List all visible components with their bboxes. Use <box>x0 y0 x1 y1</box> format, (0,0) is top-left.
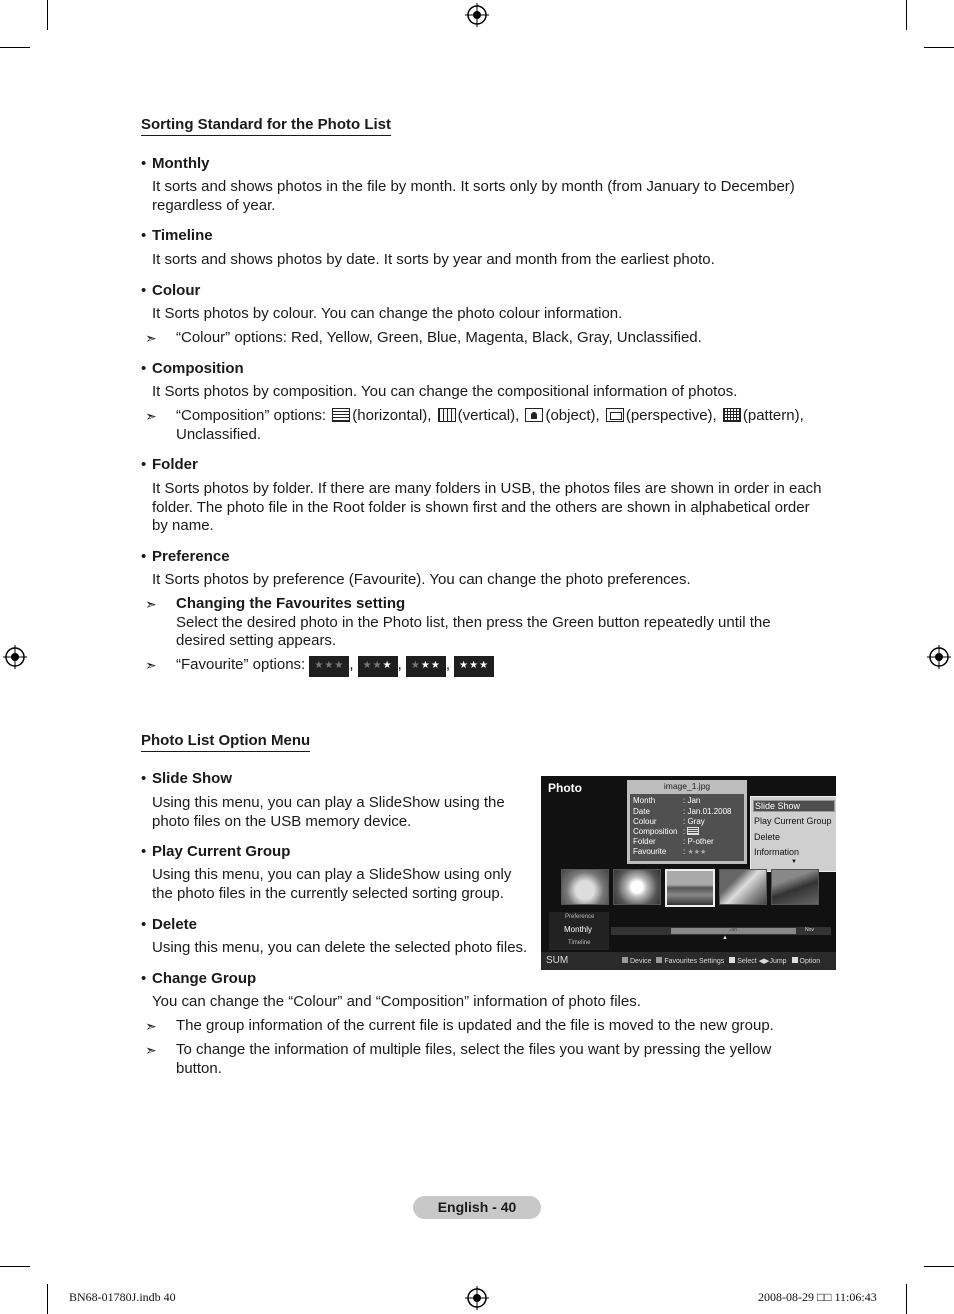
item-text-colour: It Sorts photos by colour. You can change the photo colour information. <box>152 305 623 322</box>
section-title-sorting: Sorting Standard for the Photo List <box>141 116 391 136</box>
arrow-icon: ➣ <box>145 596 157 612</box>
photo-thumbnail[interactable] <box>771 869 819 905</box>
arrow-icon: ➣ <box>145 1042 157 1058</box>
info-row: Month : Jan <box>633 796 701 805</box>
menu-item-slide-show[interactable]: Slide Show <box>753 800 835 812</box>
favourite-1-star-icon: ★★★ <box>358 656 398 677</box>
photo-list-screen <box>541 776 836 970</box>
item-title-folder: • Folder <box>141 456 198 473</box>
red-button-icon <box>622 957 628 963</box>
sort-next: Timeline <box>568 940 591 946</box>
registration-mark-icon <box>3 645 27 669</box>
arrow-icon: ➣ <box>145 657 157 673</box>
item-text-timeline: It sorts and shows photos by date. It sorts by year and month from the earliest photo. <box>152 251 715 268</box>
timeline-right: Nov <box>805 927 814 933</box>
item-text-composition: It Sorts photos by composition. You can change the compositional information of photos. <box>152 383 738 400</box>
option-menu <box>750 796 836 872</box>
scroll-down-icon[interactable]: ▼ <box>791 859 797 865</box>
arrow-icon: ➣ <box>145 330 157 346</box>
screen-title: Photo <box>548 781 582 795</box>
menu-item-play-current-group[interactable]: Play Current Group <box>754 816 832 826</box>
timeline-left: Jan <box>729 927 738 933</box>
photo-thumbnail[interactable] <box>561 869 609 905</box>
crop-mark <box>0 1266 30 1267</box>
item-title-monthly: • Monthly <box>141 155 210 172</box>
timeline-pointer-icon: ▲ <box>722 935 728 941</box>
timeline-bar <box>611 927 831 935</box>
item-title-composition: • Composition <box>141 360 244 377</box>
info-row: Colour : Gray <box>633 817 705 826</box>
footer-sum: SUM <box>546 955 569 966</box>
photo-thumbnail[interactable] <box>613 869 661 905</box>
crop-mark <box>906 1284 907 1314</box>
favourite-3-stars-icon: ★★★ <box>454 656 494 677</box>
horizontal-composition-icon <box>687 827 699 835</box>
favourite-2-stars-icon: ★★★ <box>406 656 446 677</box>
page-number: English - 40 <box>413 1196 541 1219</box>
crop-mark <box>47 1284 48 1314</box>
item-title-slide-show: • Slide Show <box>141 770 233 787</box>
info-panel <box>627 780 747 864</box>
item-title-colour: • Colour <box>141 282 201 299</box>
menu-item-delete[interactable]: Delete <box>754 832 781 842</box>
object-composition-icon <box>525 408 543 422</box>
crop-mark <box>924 1266 954 1267</box>
arrow-icon: ➣ <box>145 408 157 424</box>
item-text-folder: It Sorts photos by folder. If there are many folders in USB, the photos files are shown in order in each folder. The photo file in the Root folder is shown first and the others are shown in alphabetical order by name. <box>152 480 822 534</box>
info-row: Folder : P-other <box>633 837 714 846</box>
arrow-icon: ➣ <box>145 1018 157 1034</box>
info-row: Favourite : ★★★ <box>633 847 707 856</box>
jump-buttons-icon: ◀▶ <box>758 958 770 965</box>
screen-footer: SUM Device Favourites Settings Select ◀▶Jump Option <box>541 952 836 970</box>
registration-mark-icon <box>465 1286 489 1310</box>
perspective-composition-icon <box>606 408 624 422</box>
item-text-delete: Using this menu, you can delete the selected photo files. <box>152 939 528 956</box>
crop-mark <box>47 0 48 30</box>
registration-mark-icon <box>465 3 489 27</box>
tools-button-icon <box>792 957 798 963</box>
item-text-play-current-group: Using this menu, you can play a SlideShow using only the photo files in the currently selected sorting group. <box>152 866 512 902</box>
crop-mark <box>924 47 954 48</box>
slug-file: BN68-01780J.indb 40 <box>69 1290 176 1304</box>
item-title-delete: • Delete <box>141 916 198 933</box>
item-title-change-group: • Change Group <box>141 970 257 987</box>
note-colour: ➣ “Colour” options: Red, Yellow, Green, Blue, Magenta, Black, Gray, Unclassified. <box>145 329 702 346</box>
crop-mark <box>0 47 30 48</box>
note-favourites-setting: ➣ Changing the Favourites setting Select the desired photo in the Photo list, then press the Green button repeatedly until the desired setting appears. <box>145 595 771 649</box>
registration-mark-icon <box>927 645 951 669</box>
item-title-play-current-group: • Play Current Group <box>141 843 291 860</box>
note-change-group-2: ➣ To change the information of multiple files, select the files you want by pressing the yellow button. <box>145 1041 772 1077</box>
sort-selector[interactable] <box>549 912 609 950</box>
photo-thumbnail-selected[interactable] <box>665 869 715 907</box>
green-button-icon <box>656 957 662 963</box>
item-text-preference: It Sorts photos by preference (Favourite). You can change the photo preferences. <box>152 571 691 588</box>
horizontal-composition-icon <box>332 408 350 422</box>
sort-current: Monthly <box>564 925 593 934</box>
item-text-slide-show: Using this menu, you can play a SlideShow using the photo files on the USB memory device. <box>152 794 505 830</box>
item-title-timeline: • Timeline <box>141 227 213 244</box>
favourite-0-stars-icon: ★★★ <box>309 656 349 677</box>
menu-item-information[interactable]: Information <box>754 847 800 857</box>
item-text-monthly: It sorts and shows photos in the file by month. It sorts only by month (from January to December) regardless of year. <box>152 178 795 214</box>
item-title-preference: • Preference <box>141 548 230 565</box>
photo-thumbnail[interactable] <box>719 869 767 905</box>
item-text-change-group: You can change the “Colour” and “Composition” information of photo files. <box>152 993 641 1010</box>
note-favourite-options: ➣ “Favourite” options: ★★★ , ★★★ , ★★★ , ★★★ <box>145 656 825 676</box>
info-row: Composition : <box>633 827 701 836</box>
info-filename: image_1.jpg <box>663 781 711 791</box>
sort-prev: Preference <box>565 914 595 920</box>
pattern-composition-icon <box>723 408 741 422</box>
yellow-button-icon <box>729 957 735 963</box>
vertical-composition-icon <box>438 408 456 422</box>
note-composition: ➣ “Composition” options: (horizontal), (vertical), (object), (perspective), (pattern), Unclassified. <box>145 407 804 443</box>
slug-date: 2008-08-29 □□ 11:06:43 <box>758 1290 877 1304</box>
section-title-option-menu: Photo List Option Menu <box>141 732 310 752</box>
info-row: Date : Jan.01.2008 <box>633 807 732 816</box>
crop-mark <box>906 0 907 30</box>
note-change-group-1: ➣ The group information of the current file is updated and the file is moved to the new group. <box>145 1017 774 1034</box>
favourite-stars-icon: ★★★ <box>687 849 707 856</box>
